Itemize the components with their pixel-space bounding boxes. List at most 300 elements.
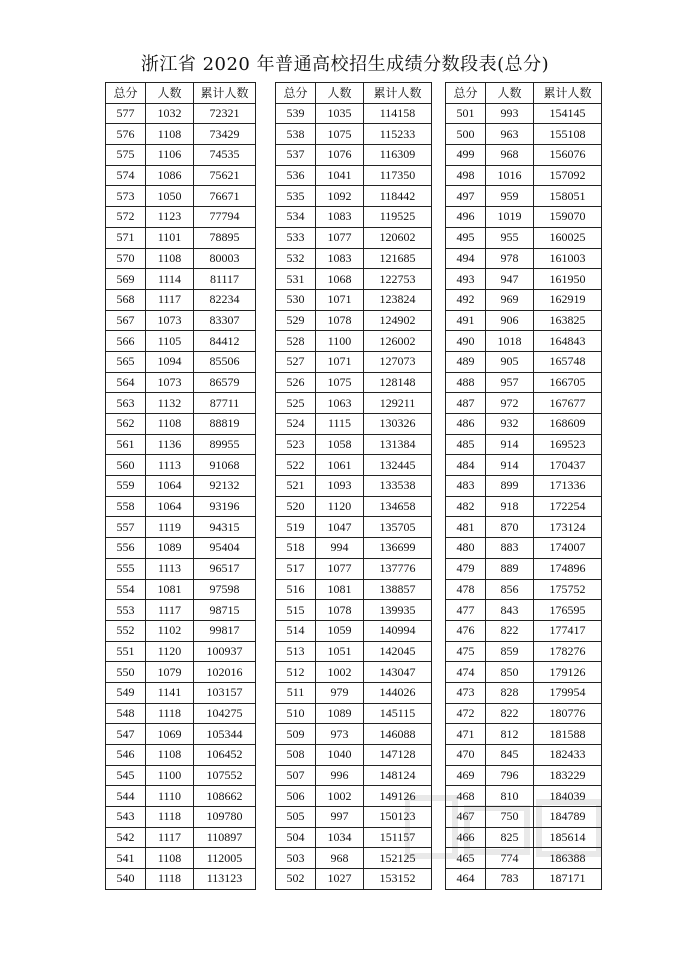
cumulative-cell: 108662 [194, 786, 256, 807]
cumulative-cell: 113123 [194, 869, 256, 890]
table-row [106, 227, 256, 248]
cumulative-cell: 183229 [534, 765, 602, 786]
count-cell: 1077 [316, 227, 364, 248]
table-row [446, 807, 602, 828]
header-score: 总分 [446, 83, 486, 104]
score-cell: 486 [446, 414, 486, 435]
table-row [276, 186, 432, 207]
table-row [446, 579, 602, 600]
table-row [276, 682, 432, 703]
cumulative-cell: 161003 [534, 248, 602, 269]
table-row [106, 538, 256, 559]
count-cell: 1093 [316, 476, 364, 497]
table-row [106, 269, 256, 290]
cumulative-cell: 170437 [534, 455, 602, 476]
cumulative-cell: 169523 [534, 434, 602, 455]
cumulative-cell: 134658 [364, 496, 432, 517]
cumulative-cell: 75621 [194, 165, 256, 186]
count-cell: 1113 [146, 558, 194, 579]
score-cell: 475 [446, 641, 486, 662]
cumulative-cell: 86579 [194, 372, 256, 393]
cumulative-cell: 185614 [534, 827, 602, 848]
count-cell: 859 [486, 641, 534, 662]
count-cell: 1114 [146, 269, 194, 290]
table-row [276, 579, 432, 600]
cumulative-cell: 167677 [534, 393, 602, 414]
header-row [106, 83, 256, 104]
score-cell: 527 [276, 351, 316, 372]
table-row [446, 600, 602, 621]
table-row [446, 207, 602, 228]
score-cell: 575 [106, 145, 146, 166]
count-cell: 1058 [316, 434, 364, 455]
table-row [276, 269, 432, 290]
table-row [276, 703, 432, 724]
count-cell: 1002 [316, 786, 364, 807]
cumulative-cell: 129211 [364, 393, 432, 414]
cumulative-cell: 155108 [534, 124, 602, 145]
header-cumulative: 累计人数 [194, 83, 256, 104]
score-cell: 553 [106, 600, 146, 621]
score-cell: 469 [446, 765, 486, 786]
table-row [276, 786, 432, 807]
count-cell: 1002 [316, 662, 364, 683]
score-cell: 493 [446, 269, 486, 290]
table-row [276, 414, 432, 435]
table-row [446, 414, 602, 435]
count-cell: 1100 [316, 331, 364, 352]
count-cell: 828 [486, 682, 534, 703]
count-cell: 1123 [146, 207, 194, 228]
cumulative-cell: 83307 [194, 310, 256, 331]
cumulative-cell: 114158 [364, 103, 432, 124]
cumulative-cell: 104275 [194, 703, 256, 724]
table-row [446, 351, 602, 372]
count-cell: 1027 [316, 869, 364, 890]
table-row [106, 579, 256, 600]
table-row [446, 145, 602, 166]
score-cell: 548 [106, 703, 146, 724]
score-cell: 551 [106, 641, 146, 662]
score-cell: 555 [106, 558, 146, 579]
count-cell: 1071 [316, 289, 364, 310]
score-cell: 569 [106, 269, 146, 290]
cumulative-cell: 124902 [364, 310, 432, 331]
table-row [276, 620, 432, 641]
count-cell: 1078 [316, 310, 364, 331]
score-cell: 480 [446, 538, 486, 559]
table-row [446, 476, 602, 497]
score-cell: 511 [276, 682, 316, 703]
header-score: 总分 [106, 83, 146, 104]
cumulative-cell: 81117 [194, 269, 256, 290]
count-cell: 978 [486, 248, 534, 269]
table-row [446, 186, 602, 207]
score-cell: 524 [276, 414, 316, 435]
score-cell: 470 [446, 745, 486, 766]
page-title: 浙江省 2020 年普通高校招生成绩分数段表(总分) [140, 54, 550, 75]
count-cell: 1073 [146, 372, 194, 393]
cumulative-cell: 82234 [194, 289, 256, 310]
score-cell: 545 [106, 765, 146, 786]
count-cell: 947 [486, 269, 534, 290]
cumulative-cell: 135705 [364, 517, 432, 538]
cumulative-cell: 136699 [364, 538, 432, 559]
score-cell: 561 [106, 434, 146, 455]
cumulative-cell: 145115 [364, 703, 432, 724]
table-row [106, 414, 256, 435]
score-cell: 574 [106, 165, 146, 186]
score-cell: 537 [276, 145, 316, 166]
score-cell: 487 [446, 393, 486, 414]
score-cell: 498 [446, 165, 486, 186]
score-cell: 506 [276, 786, 316, 807]
table-row [276, 124, 432, 145]
header-row [446, 83, 602, 104]
table-row [106, 434, 256, 455]
count-cell: 1018 [486, 331, 534, 352]
cumulative-cell: 112005 [194, 848, 256, 869]
count-cell: 1141 [146, 682, 194, 703]
count-cell: 1035 [316, 103, 364, 124]
count-cell: 969 [486, 289, 534, 310]
cumulative-cell: 173124 [534, 517, 602, 538]
count-cell: 972 [486, 393, 534, 414]
cumulative-cell: 102016 [194, 662, 256, 683]
table-row [276, 103, 432, 124]
table-row [446, 538, 602, 559]
count-cell: 845 [486, 745, 534, 766]
score-cell: 562 [106, 414, 146, 435]
table-row [106, 641, 256, 662]
table-row [446, 517, 602, 538]
score-cell: 568 [106, 289, 146, 310]
cumulative-cell: 166705 [534, 372, 602, 393]
count-cell: 973 [316, 724, 364, 745]
count-cell: 1120 [146, 641, 194, 662]
header-row [276, 83, 432, 104]
count-cell: 825 [486, 827, 534, 848]
count-cell: 1064 [146, 476, 194, 497]
cumulative-cell: 165748 [534, 351, 602, 372]
count-cell: 1050 [146, 186, 194, 207]
table-row [106, 372, 256, 393]
cumulative-cell: 180776 [534, 703, 602, 724]
table-row [446, 745, 602, 766]
score-cell: 477 [446, 600, 486, 621]
table-row [106, 103, 256, 124]
count-cell: 1132 [146, 393, 194, 414]
cumulative-cell: 156076 [534, 145, 602, 166]
table-row [106, 765, 256, 786]
cumulative-cell: 164843 [534, 331, 602, 352]
table-row [276, 558, 432, 579]
score-cell: 538 [276, 124, 316, 145]
cumulative-cell: 177417 [534, 620, 602, 641]
table-row [446, 662, 602, 683]
cumulative-cell: 88819 [194, 414, 256, 435]
table-row [446, 289, 602, 310]
score-cell: 522 [276, 455, 316, 476]
cumulative-cell: 118442 [364, 186, 432, 207]
header-cumulative: 累计人数 [534, 83, 602, 104]
table-row [446, 641, 602, 662]
score-cell: 571 [106, 227, 146, 248]
table-row [276, 310, 432, 331]
table-row [106, 662, 256, 683]
table-row [446, 724, 602, 745]
score-cell: 505 [276, 807, 316, 828]
score-cell: 530 [276, 289, 316, 310]
header-cumulative: 累计人数 [364, 83, 432, 104]
cumulative-cell: 85506 [194, 351, 256, 372]
score-cell: 550 [106, 662, 146, 683]
score-cell: 464 [446, 869, 486, 890]
table-row [276, 807, 432, 828]
score-cell: 512 [276, 662, 316, 683]
count-cell: 1077 [316, 558, 364, 579]
score-cell: 577 [106, 103, 146, 124]
score-cell: 519 [276, 517, 316, 538]
count-cell: 1102 [146, 620, 194, 641]
score-cell: 576 [106, 124, 146, 145]
cumulative-cell: 178276 [534, 641, 602, 662]
count-cell: 968 [486, 145, 534, 166]
count-cell: 883 [486, 538, 534, 559]
count-cell: 1108 [146, 848, 194, 869]
score-cell: 501 [446, 103, 486, 124]
score-cell: 546 [106, 745, 146, 766]
count-cell: 1063 [316, 393, 364, 414]
count-cell: 1071 [316, 351, 364, 372]
cumulative-cell: 98715 [194, 600, 256, 621]
count-cell: 979 [316, 682, 364, 703]
score-cell: 552 [106, 620, 146, 641]
score-table-1 [105, 82, 256, 890]
count-cell: 1081 [316, 579, 364, 600]
cumulative-cell: 160025 [534, 227, 602, 248]
table-row [276, 765, 432, 786]
score-cell: 499 [446, 145, 486, 166]
score-cell: 467 [446, 807, 486, 828]
cumulative-cell: 139935 [364, 600, 432, 621]
table-row [276, 662, 432, 683]
score-cell: 510 [276, 703, 316, 724]
count-cell: 1092 [316, 186, 364, 207]
cumulative-cell: 161950 [534, 269, 602, 290]
cumulative-cell: 107552 [194, 765, 256, 786]
count-cell: 822 [486, 703, 534, 724]
cumulative-cell: 121685 [364, 248, 432, 269]
table-row [276, 724, 432, 745]
score-cell: 509 [276, 724, 316, 745]
header-count: 人数 [486, 83, 534, 104]
score-cell: 520 [276, 496, 316, 517]
count-cell: 1047 [316, 517, 364, 538]
score-cell: 536 [276, 165, 316, 186]
count-cell: 1120 [316, 496, 364, 517]
table-row [276, 641, 432, 662]
score-cell: 484 [446, 455, 486, 476]
table-row [106, 331, 256, 352]
cumulative-cell: 72321 [194, 103, 256, 124]
count-cell: 856 [486, 579, 534, 600]
cumulative-cell: 73429 [194, 124, 256, 145]
score-cell: 479 [446, 558, 486, 579]
count-cell: 812 [486, 724, 534, 745]
table-row [106, 207, 256, 228]
table-row [276, 248, 432, 269]
cumulative-cell: 105344 [194, 724, 256, 745]
cumulative-cell: 99817 [194, 620, 256, 641]
score-cell: 503 [276, 848, 316, 869]
cumulative-cell: 130326 [364, 414, 432, 435]
count-cell: 1108 [146, 248, 194, 269]
count-cell: 1064 [146, 496, 194, 517]
table-row [106, 807, 256, 828]
count-cell: 959 [486, 186, 534, 207]
count-cell: 1041 [316, 165, 364, 186]
cumulative-cell: 138857 [364, 579, 432, 600]
cumulative-cell: 146088 [364, 724, 432, 745]
cumulative-cell: 151157 [364, 827, 432, 848]
score-cell: 526 [276, 372, 316, 393]
count-cell: 1117 [146, 827, 194, 848]
table-row [106, 455, 256, 476]
cumulative-cell: 144026 [364, 682, 432, 703]
score-cell: 502 [276, 869, 316, 890]
count-cell: 1078 [316, 600, 364, 621]
table-row [276, 372, 432, 393]
count-cell: 889 [486, 558, 534, 579]
score-cell: 563 [106, 393, 146, 414]
count-cell: 796 [486, 765, 534, 786]
score-cell: 521 [276, 476, 316, 497]
count-cell: 1118 [146, 869, 194, 890]
score-cell: 549 [106, 682, 146, 703]
cumulative-cell: 80003 [194, 248, 256, 269]
count-cell: 1040 [316, 745, 364, 766]
table-row [106, 827, 256, 848]
count-cell: 1034 [316, 827, 364, 848]
table-row [446, 248, 602, 269]
table-row [446, 786, 602, 807]
score-cell: 567 [106, 310, 146, 331]
count-cell: 914 [486, 434, 534, 455]
table-row [106, 393, 256, 414]
count-cell: 918 [486, 496, 534, 517]
count-cell: 1089 [316, 703, 364, 724]
score-cell: 540 [106, 869, 146, 890]
cumulative-cell: 154145 [534, 103, 602, 124]
table-row [276, 207, 432, 228]
table-row [276, 434, 432, 455]
count-cell: 1075 [316, 372, 364, 393]
table-row [106, 248, 256, 269]
header-count: 人数 [146, 83, 194, 104]
table-row [276, 145, 432, 166]
score-cell: 554 [106, 579, 146, 600]
count-cell: 963 [486, 124, 534, 145]
score-cell: 513 [276, 641, 316, 662]
table-row [276, 538, 432, 559]
table-row [106, 165, 256, 186]
table-row [446, 310, 602, 331]
cumulative-cell: 84412 [194, 331, 256, 352]
count-cell: 1089 [146, 538, 194, 559]
table-row [276, 476, 432, 497]
cumulative-cell: 94315 [194, 517, 256, 538]
cumulative-cell: 176595 [534, 600, 602, 621]
count-cell: 843 [486, 600, 534, 621]
cumulative-cell: 91068 [194, 455, 256, 476]
score-cell: 482 [446, 496, 486, 517]
score-cell: 533 [276, 227, 316, 248]
score-cell: 565 [106, 351, 146, 372]
count-cell: 1115 [316, 414, 364, 435]
cumulative-cell: 119525 [364, 207, 432, 228]
cumulative-cell: 179954 [534, 682, 602, 703]
cumulative-cell: 174896 [534, 558, 602, 579]
cumulative-cell: 76671 [194, 186, 256, 207]
count-cell: 1073 [146, 310, 194, 331]
score-cell: 500 [446, 124, 486, 145]
cumulative-cell: 131384 [364, 434, 432, 455]
score-cell: 476 [446, 620, 486, 641]
cumulative-cell: 120602 [364, 227, 432, 248]
count-cell: 1075 [316, 124, 364, 145]
cumulative-cell: 152125 [364, 848, 432, 869]
score-cell: 572 [106, 207, 146, 228]
table-row [276, 496, 432, 517]
count-cell: 750 [486, 807, 534, 828]
score-cell: 491 [446, 310, 486, 331]
score-table-3 [445, 82, 602, 890]
cumulative-cell: 95404 [194, 538, 256, 559]
cumulative-cell: 106452 [194, 745, 256, 766]
cumulative-cell: 127073 [364, 351, 432, 372]
count-cell: 906 [486, 310, 534, 331]
count-cell: 1016 [486, 165, 534, 186]
count-cell: 1086 [146, 165, 194, 186]
table-row [446, 269, 602, 290]
score-cell: 541 [106, 848, 146, 869]
cumulative-cell: 184039 [534, 786, 602, 807]
table-row [446, 165, 602, 186]
cumulative-cell: 74535 [194, 145, 256, 166]
cumulative-cell: 77794 [194, 207, 256, 228]
count-cell: 1101 [146, 227, 194, 248]
table-row [446, 103, 602, 124]
count-cell: 932 [486, 414, 534, 435]
table-row [106, 848, 256, 869]
table-row [276, 455, 432, 476]
count-cell: 1100 [146, 765, 194, 786]
table-row [106, 496, 256, 517]
table-row [276, 869, 432, 890]
count-cell: 774 [486, 848, 534, 869]
score-cell: 497 [446, 186, 486, 207]
table-row [106, 703, 256, 724]
table-row [446, 434, 602, 455]
score-cell: 539 [276, 103, 316, 124]
count-cell: 1083 [316, 207, 364, 228]
table-row [446, 765, 602, 786]
count-cell: 870 [486, 517, 534, 538]
table-row [446, 227, 602, 248]
table-row [276, 289, 432, 310]
count-cell: 1019 [486, 207, 534, 228]
